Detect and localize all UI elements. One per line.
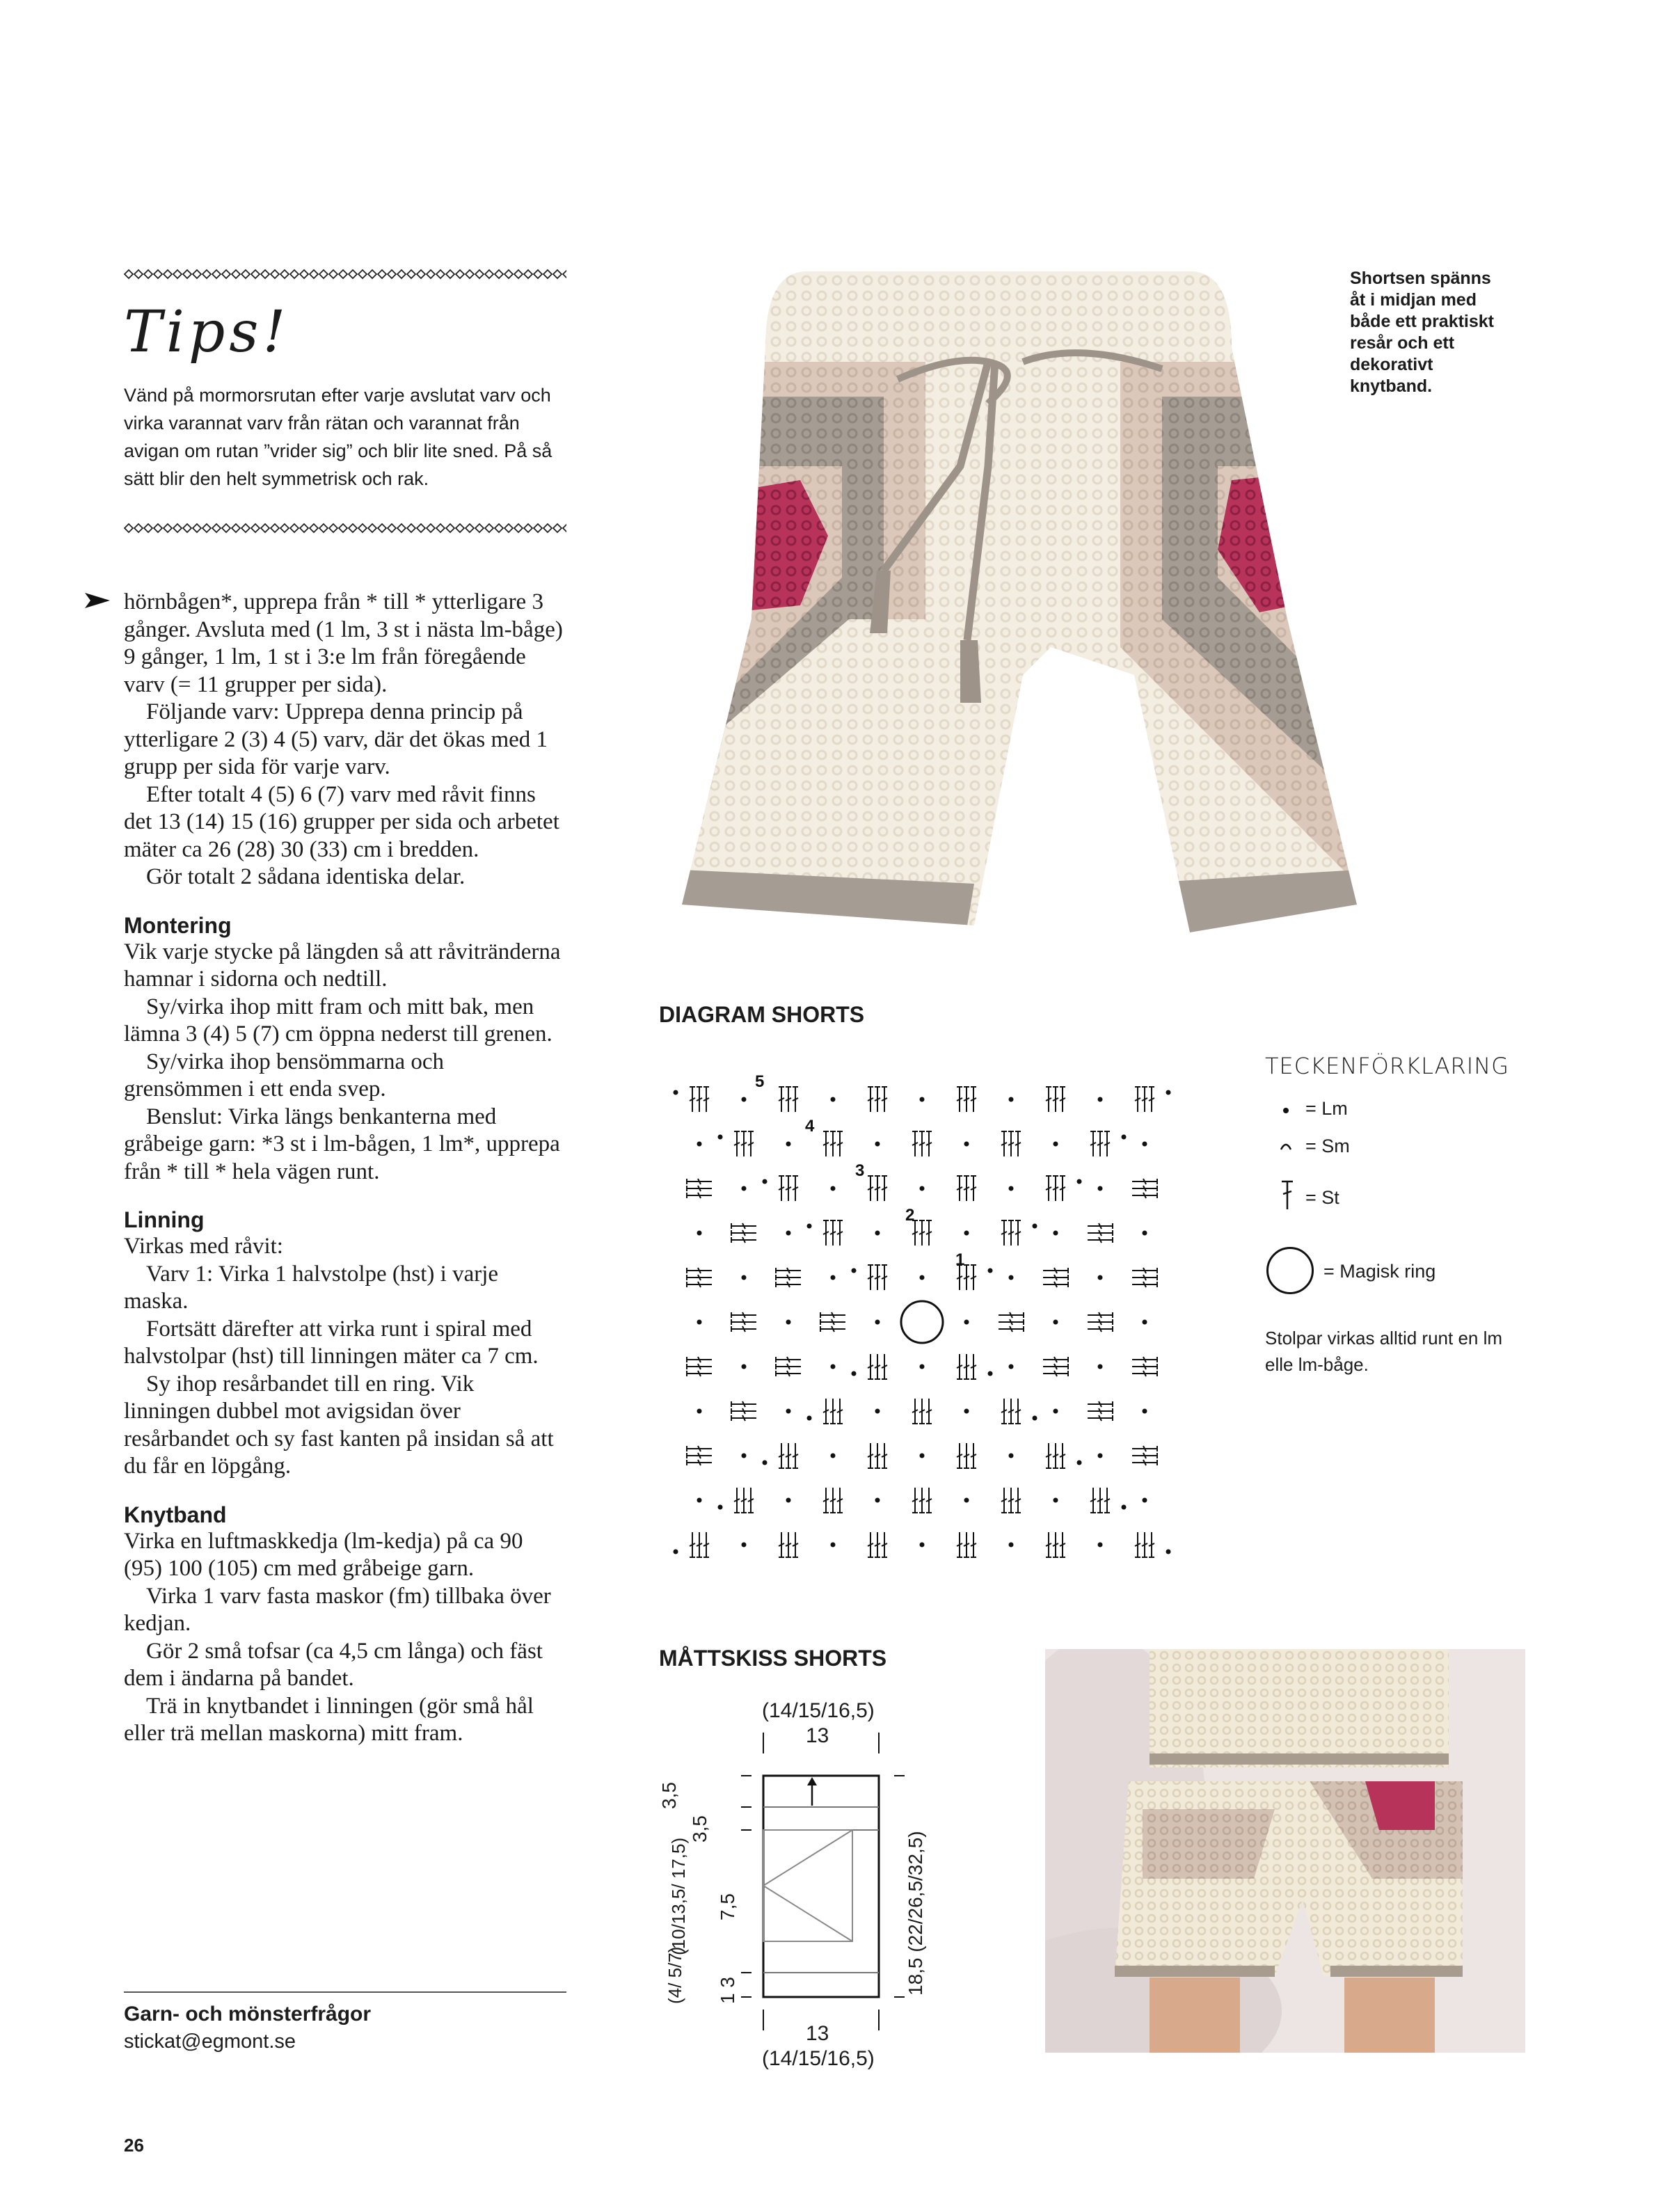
chain-dot-symbol: [852, 1371, 857, 1376]
decorative-border-top: [124, 266, 566, 282]
stitch-group-symbol: [687, 1268, 712, 1287]
montering-p3: Sy/virka ihop bensömmarna och grensömmen i ett enda svep.: [124, 1049, 445, 1101]
chain-dot-symbol: [697, 1231, 702, 1236]
stitch-group-symbol: [823, 1220, 843, 1246]
chain-dot-symbol: [1033, 1224, 1037, 1229]
chain-dot-symbol: [1053, 1320, 1058, 1325]
chain-dot-symbol: [1098, 1543, 1103, 1547]
montering-p2: Sy/virka ihop mitt fram och mitt bak, men lämna 3 (4) 5 (7) cm öppna nederst till grenen.: [124, 994, 552, 1047]
stitch-group-symbol: [731, 1223, 756, 1243]
chain-dot-symbol: [920, 1097, 925, 1102]
lm-symbol-icon: [1283, 1108, 1289, 1113]
stitch-group-symbol: [912, 1488, 932, 1513]
chain-dot-symbol: [1098, 1275, 1103, 1280]
chain-dot-symbol: [875, 1231, 880, 1236]
stitch-group-symbol: [868, 1532, 887, 1557]
magic-ring-icon: [1266, 1247, 1314, 1294]
measure-bottom-alt: (14/15/16,5): [762, 2047, 875, 2070]
stitch-group-symbol: [1135, 1532, 1154, 1557]
chain-dot-symbol: [1143, 1231, 1147, 1236]
measure-left-b: 3,5: [689, 1815, 710, 1843]
chain-dot-symbol: [964, 1142, 969, 1147]
chain-dot-symbol: [674, 1550, 678, 1554]
chain-dot-symbol: [1098, 1097, 1103, 1102]
chain-dot-symbol: [1143, 1498, 1147, 1503]
instructions-continued: hörnbågen*, upprepa från * till * ytterligare 3 gånger. Avsluta med (1 lm, 3 st i nästa lm-båge) 9 gånger, 1 lm, 1 st i 3:e lm från föregående varv (= 11 grupper per sida).: [124, 589, 563, 697]
chain-dot-symbol: [1077, 1461, 1082, 1465]
stitch-group-symbol: [779, 1532, 798, 1557]
stitch-group-symbol: [687, 1446, 712, 1465]
magic-ring-symbol: [901, 1301, 943, 1343]
stitch-group-symbol: [912, 1399, 932, 1424]
stitch-group-symbol: [687, 1357, 712, 1376]
measure-right: 18,5 (22/26,5/32,5): [905, 1831, 926, 1996]
measure-bottom: 13: [806, 2022, 829, 2045]
instructions-column: [124, 589, 564, 1748]
linning-p4: Sy ihop resårbandet till en ring. Vik linningen dubbel mot avigsidan över resårbandet och sy fast kanten på insidan så att du får en löpgång.: [124, 1371, 554, 1479]
stitch-group-symbol: [957, 1532, 976, 1557]
contact-email[interactable]: stickat@egmont.se: [124, 2030, 296, 2053]
instructions-p2: Följande varv: Upprepa denna princip på ytterligare 2 (3) 4 (5) varv, där det ökas med 1 grupp per sida för varje varv.: [124, 699, 548, 779]
chain-dot-symbol: [786, 1320, 791, 1325]
chain-dot-symbol: [1009, 1543, 1014, 1547]
chain-dot-symbol: [1122, 1505, 1127, 1510]
chain-dot-symbol: [786, 1231, 791, 1236]
stitch-group-symbol: [779, 1087, 798, 1112]
measure-left-d: 1 3: [717, 1977, 738, 2004]
stitch-group-symbol: [1132, 1446, 1157, 1465]
stitch-group-symbol: [776, 1357, 801, 1376]
st-symbol-icon: [1280, 1180, 1294, 1214]
stitch-group-symbol: [868, 1265, 887, 1290]
contact-divider: [124, 1991, 566, 1993]
linning-p3: Fortsätt därefter att virka runt i spiral med halvstolpar (hst) till linningen mäter ca 7 cm.: [124, 1316, 539, 1369]
round-label: 4: [805, 1117, 815, 1136]
knytband-p4: Trä in knytbandet i linningen (gör små hål eller trä mellan maskorna) mitt fram.: [124, 1693, 534, 1746]
measure-left-c: 7,5: [717, 1893, 738, 1920]
chain-dot-symbol: [1077, 1179, 1082, 1184]
chain-dot-symbol: [831, 1275, 836, 1280]
chain-dot-symbol: [920, 1275, 925, 1280]
chain-dot-symbol: [763, 1179, 768, 1184]
stitch-group-symbol: [1090, 1131, 1110, 1156]
decorative-border-bottom: [124, 520, 566, 536]
chain-dot-symbol: [831, 1543, 836, 1547]
stitch-group-symbol: [820, 1312, 845, 1332]
stitch-group-symbol: [912, 1131, 932, 1156]
stitch-group-symbol: [823, 1399, 843, 1424]
chain-dot-symbol: [1033, 1416, 1037, 1421]
chain-dot-symbol: [920, 1543, 925, 1547]
chain-dot-symbol: [1098, 1364, 1103, 1369]
measure-title: MÅTTSKISS SHORTS: [659, 1646, 887, 1671]
stitch-group-symbol: [823, 1131, 843, 1156]
chain-dot-symbol: [718, 1135, 723, 1140]
measure-left-a: 3,5: [658, 1782, 680, 1809]
montering-p1: Vik varje stycke på längden så att råvitränderna hamnar i sidorna och nedtill.: [124, 939, 561, 992]
chain-dot-symbol: [1009, 1454, 1014, 1458]
chain-dot-symbol: [718, 1505, 723, 1510]
legend-item-sm: = Sm: [1305, 1136, 1350, 1156]
measure-left-c-alt: (10/13,5/ 17,5): [668, 1837, 689, 1955]
stitch-group-symbol: [999, 1312, 1024, 1332]
stitch-group-symbol: [1001, 1131, 1021, 1156]
legend-item-lm: = Lm: [1305, 1098, 1348, 1119]
stitch-group-symbol: [1043, 1268, 1068, 1287]
measure-top: 13: [806, 1724, 829, 1747]
round-label: 2: [905, 1206, 915, 1225]
chain-dot-symbol: [1143, 1409, 1147, 1414]
linning-p1: Virkas med råvit:: [124, 1234, 283, 1259]
continue-arrow-icon: [84, 590, 111, 614]
legend-item-magic-ring: = Magisk ring: [1323, 1261, 1436, 1282]
stitch-group-symbol: [779, 1443, 798, 1468]
chain-dot-symbol: [831, 1364, 836, 1369]
linning-heading: Linning: [124, 1207, 205, 1232]
chain-dot-symbol: [1166, 1090, 1171, 1095]
measure-top-alt: (14/15/16,5): [762, 1699, 875, 1722]
linning-p2: Varv 1: Virka 1 halvstolpe (hst) i varje maska.: [124, 1261, 499, 1314]
stitch-group-symbol: [1135, 1087, 1154, 1112]
chain-dot-symbol: [1009, 1186, 1014, 1191]
stitch-group-symbol: [1001, 1399, 1021, 1424]
page-number: 26: [124, 2135, 144, 2156]
stitch-group-symbol: [1046, 1087, 1065, 1112]
contact-heading: Garn- och mönsterfrågor: [124, 2003, 372, 2026]
chain-dot-symbol: [964, 1409, 969, 1414]
stitch-group-symbol: [1001, 1220, 1021, 1246]
chain-dot-symbol: [742, 1364, 747, 1369]
chain-dot-symbol: [1098, 1186, 1103, 1191]
stitch-group-symbol: [957, 1087, 976, 1112]
stitch-group-symbol: [823, 1488, 843, 1513]
knytband-p1: Virka en luftmaskkedja (lm-kedja) på ca 90 (95) 100 (105) cm med gråbeige garn.: [124, 1528, 523, 1581]
crochet-diagram: [658, 1044, 1186, 1600]
chain-dot-symbol: [875, 1409, 880, 1414]
measure-sketch: [658, 1691, 936, 2053]
stitch-group-symbol: [690, 1087, 709, 1112]
chain-dot-symbol: [697, 1498, 702, 1503]
tips-title: Tips!: [124, 299, 290, 365]
chain-dot-symbol: [742, 1543, 747, 1547]
stitch-group-symbol: [1088, 1223, 1113, 1243]
stitch-group-symbol: [1088, 1312, 1113, 1332]
legend-note: Stolpar virkas alltid runt en lm elle lm-båge.: [1265, 1328, 1503, 1375]
chain-dot-symbol: [763, 1461, 768, 1465]
stitch-group-symbol: [868, 1443, 887, 1468]
chain-dot-symbol: [786, 1142, 791, 1147]
tips-body: Vänd på mormorsrutan efter varje avslutat varv och virka varannat varv från rätan och varannat från avigan om rutan ”vrider sig” och blir lite sned. På så sätt blir den helt symmetrisk och rak.: [124, 385, 552, 489]
stitch-group-symbol: [1046, 1443, 1065, 1468]
stitch-group-symbol: [868, 1354, 887, 1379]
stitch-group-symbol: [690, 1532, 709, 1557]
chain-dot-symbol: [1053, 1409, 1058, 1414]
chain-dot-symbol: [1053, 1142, 1058, 1147]
chain-dot-symbol: [1143, 1142, 1147, 1147]
chain-dot-symbol: [1166, 1550, 1171, 1554]
chain-dot-symbol: [852, 1268, 857, 1273]
chain-dot-symbol: [875, 1320, 880, 1325]
chain-dot-symbol: [742, 1454, 747, 1458]
stitch-group-symbol: [734, 1131, 754, 1156]
chain-dot-symbol: [1053, 1231, 1058, 1236]
stitch-group-symbol: [957, 1443, 976, 1468]
sm-symbol-icon: [1279, 1141, 1293, 1154]
chain-dot-symbol: [786, 1409, 791, 1414]
montering-heading: Montering: [124, 912, 232, 938]
round-label: 3: [855, 1161, 865, 1180]
stitch-group-symbol: [1132, 1179, 1157, 1198]
stitch-group-symbol: [1090, 1488, 1110, 1513]
diagram-title: DIAGRAM SHORTS: [659, 1002, 865, 1027]
stitch-group-symbol: [687, 1179, 712, 1198]
legend-item-st: = St: [1305, 1187, 1339, 1208]
chain-dot-symbol: [831, 1454, 836, 1458]
chain-dot-symbol: [786, 1498, 791, 1503]
knytband-heading: Knytband: [124, 1502, 227, 1527]
chain-dot-symbol: [1009, 1364, 1014, 1369]
chain-dot-symbol: [807, 1224, 812, 1229]
montering-p4: Benslut: Virka längs benkanterna med gråbeige garn: *3 st i lm-bågen, 1 lm*, upprepa från * till * hela vägen runt.: [124, 1104, 560, 1184]
chain-dot-symbol: [742, 1186, 747, 1191]
chain-dot-symbol: [742, 1097, 747, 1102]
chain-dot-symbol: [1009, 1097, 1014, 1102]
chain-dot-symbol: [697, 1320, 702, 1325]
stitch-group-symbol: [868, 1087, 887, 1112]
chain-dot-symbol: [1143, 1320, 1147, 1325]
chain-dot-symbol: [964, 1498, 969, 1503]
stitch-group-symbol: [1046, 1532, 1065, 1557]
chain-dot-symbol: [1122, 1135, 1127, 1140]
chain-dot-symbol: [697, 1142, 702, 1147]
stitch-group-symbol: [868, 1176, 887, 1201]
stitch-group-symbol: [731, 1401, 756, 1421]
chain-dot-symbol: [875, 1142, 880, 1147]
photo-caption: Shortsen spänns åt i midjan med både ett praktiskt resår och ett dekorativt knytband.: [1350, 269, 1495, 396]
chain-dot-symbol: [988, 1371, 993, 1376]
chain-dot-symbol: [920, 1364, 925, 1369]
stitch-group-symbol: [1088, 1401, 1113, 1421]
stitch-group-symbol: [776, 1268, 801, 1287]
stitch-group-symbol: [734, 1488, 754, 1513]
round-label: 5: [755, 1072, 765, 1091]
instructions-p4: Gör totalt 2 sådana identiska delar.: [146, 864, 466, 889]
chain-dot-symbol: [964, 1231, 969, 1236]
legend-title: TECKENFÖRKLARING: [1265, 1053, 1509, 1079]
stitch-group-symbol: [731, 1312, 756, 1332]
instructions-p3: Efter totalt 4 (5) 6 (7) varv med råvit finns det 13 (14) 15 (16) grupper per sida och arbetet mäter ca 26 (28) 30 (33) cm i bredden.: [124, 781, 559, 862]
measure-left-d-alt: (4/ 5/7): [665, 1946, 685, 2004]
stitch-group-symbol: [779, 1176, 798, 1201]
chain-dot-symbol: [964, 1320, 969, 1325]
stitch-group-symbol: [1132, 1357, 1157, 1376]
knytband-p3: Gör 2 små tofsar (ca 4,5 cm långa) och fäst dem i ändarna på bandet.: [124, 1638, 543, 1691]
chain-dot-symbol: [1009, 1275, 1014, 1280]
stitch-group-symbol: [957, 1354, 976, 1379]
chain-dot-symbol: [875, 1498, 880, 1503]
chain-dot-symbol: [831, 1097, 836, 1102]
round-label: 1: [955, 1250, 965, 1269]
chain-dot-symbol: [920, 1454, 925, 1458]
stitch-group-symbol: [1132, 1268, 1157, 1287]
chain-dot-symbol: [988, 1268, 993, 1273]
chain-dot-symbol: [831, 1186, 836, 1191]
stitch-group-symbol: [912, 1220, 932, 1246]
knytband-p2: Virka 1 varv fasta maskor (fm) tillbaka över kedjan.: [124, 1583, 551, 1636]
shorts-photo: [661, 257, 1371, 946]
chain-dot-symbol: [1098, 1454, 1103, 1458]
chain-dot-symbol: [807, 1416, 812, 1421]
chain-dot-symbol: [674, 1090, 678, 1095]
doll-photo: [1045, 1649, 1525, 2053]
chain-dot-symbol: [920, 1186, 925, 1191]
stitch-group-symbol: [1046, 1176, 1065, 1201]
chain-dot-symbol: [1053, 1498, 1058, 1503]
stitch-group-symbol: [957, 1176, 976, 1201]
chain-dot-symbol: [697, 1409, 702, 1414]
stitch-group-symbol: [1001, 1488, 1021, 1513]
chain-dot-symbol: [742, 1275, 747, 1280]
stitch-group-symbol: [1043, 1357, 1068, 1376]
